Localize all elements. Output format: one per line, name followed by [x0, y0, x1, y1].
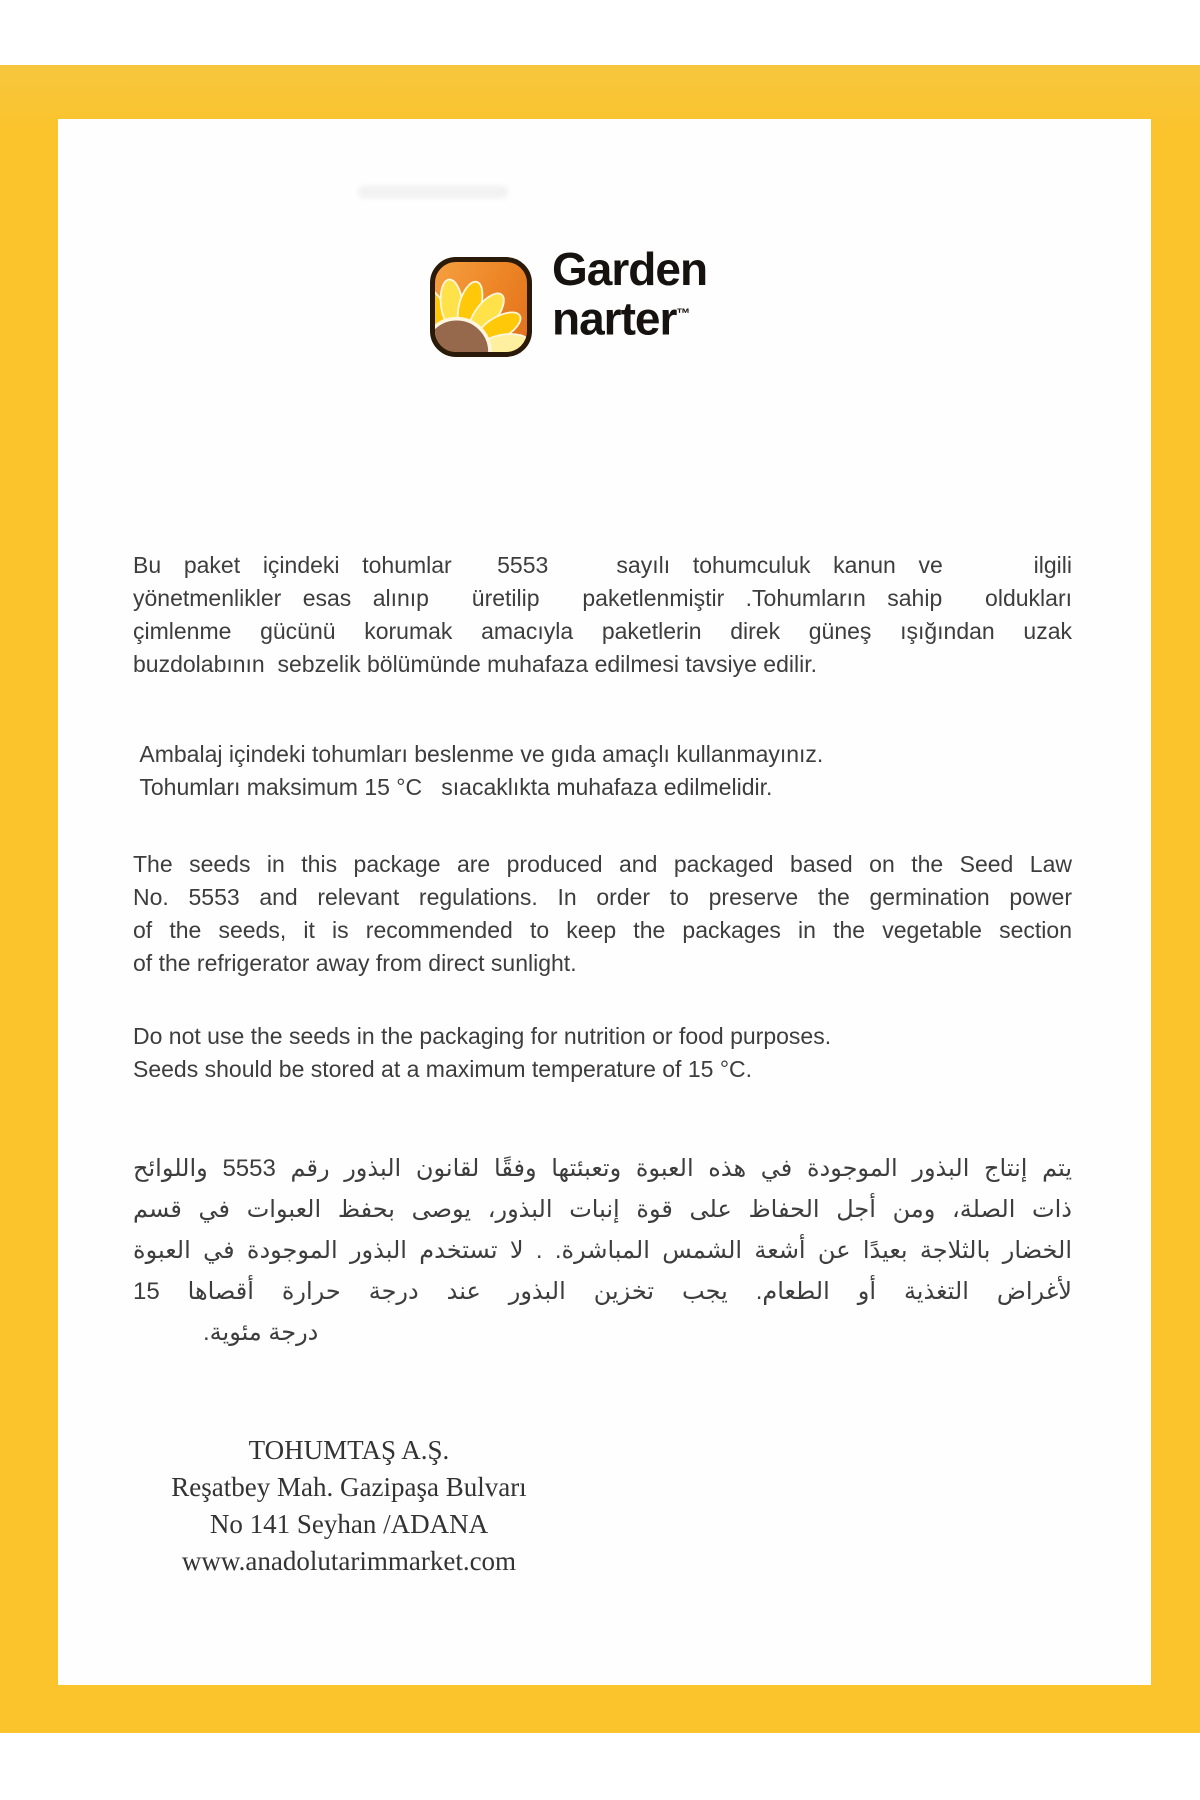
sunflower-icon: [435, 262, 527, 352]
text-line: No. 5553 and relevant regulations. In order to preserve the germination power: [133, 884, 1072, 910]
text-line: ذات الصلة، ومن أجل الحفاظ على قوة إنبات البذور، يوصى بحفظ العبوات في قسم: [133, 1196, 1072, 1223]
text-line: لأغراض التغذية أو الطعام. يجب تخزين البذور عند درجة حرارة أقصاها 15: [133, 1278, 1072, 1305]
text-line: of the refrigerator away from direct sunlight.: [133, 950, 577, 976]
text-line: yönetmenlikler esas alınıp üretilip paketlenmiştir .Tohumların sahip oldukları: [133, 585, 1072, 611]
turkish-warning-paragraph: [133, 738, 1072, 804]
faded-print-artifact: [358, 186, 508, 198]
english-regulation-paragraph: [133, 848, 1072, 980]
text-line: buzdolabının sebzelik bölümünde muhafaza edilmesi tavsiye edilir.: [133, 651, 818, 677]
text-line: Ambalaj içindeki tohumları beslenme ve gıda amaçlı kullanmayınız.: [133, 741, 824, 767]
company-name: TOHUMTAŞ A.Ş.: [248, 1435, 450, 1465]
text-line: درجة مئوية.: [203, 1319, 319, 1346]
brand-word-line1: Garden: [552, 243, 708, 295]
trademark-symbol: ™: [676, 305, 691, 321]
website-url: www.anadolutarimmarket.com: [181, 1546, 517, 1576]
text-line: The seeds in this package are produced and packaged based on the Seed Law: [133, 851, 1072, 877]
address-city: No 141 Seyhan /ADANA: [209, 1509, 489, 1539]
brand-wordmark: [552, 243, 708, 345]
text-line: of the seeds, it is recommended to keep the packages in the vegetable section: [133, 917, 1072, 943]
arabic-regulation-paragraph: [133, 1148, 1072, 1353]
address-street: Reşatbey Mah. Gazipaşa Bulvarı: [171, 1472, 527, 1502]
text-line: Do not use the seeds in the packaging for nutrition or food purposes.: [133, 1023, 832, 1049]
text-line: Bu paket içindeki tohumlar 5553 sayılı tohumculuk kanun ve ilgili: [133, 552, 1072, 578]
brand-logo-tile: [430, 257, 532, 357]
text-line: Tohumları maksimum 15 °C sıacaklıkta muhafaza edilmelidir.: [133, 774, 773, 800]
company-address-block: [133, 1432, 565, 1580]
brand-word-line2: narter™: [552, 292, 691, 345]
text-line: çimlenme gücünü korumak amacıyla paketlerin direk güneş ışığından uzak: [133, 618, 1072, 644]
text-line: الخضار بالثلاجة بعيدًا عن أشعة الشمس المباشرة. . لا تستخدم البذور الموجودة في العبوة: [133, 1237, 1072, 1264]
text-line: يتم إنتاج البذور الموجودة في هذه العبوة وتعبئتها وفقًا لقانون البذور رقم 5553 واللوائح: [133, 1155, 1073, 1182]
text-line: Seeds should be stored at a maximum temperature of 15 °C.: [133, 1056, 753, 1082]
english-warning-paragraph: [133, 1020, 1072, 1086]
turkish-regulation-paragraph: [133, 549, 1072, 681]
